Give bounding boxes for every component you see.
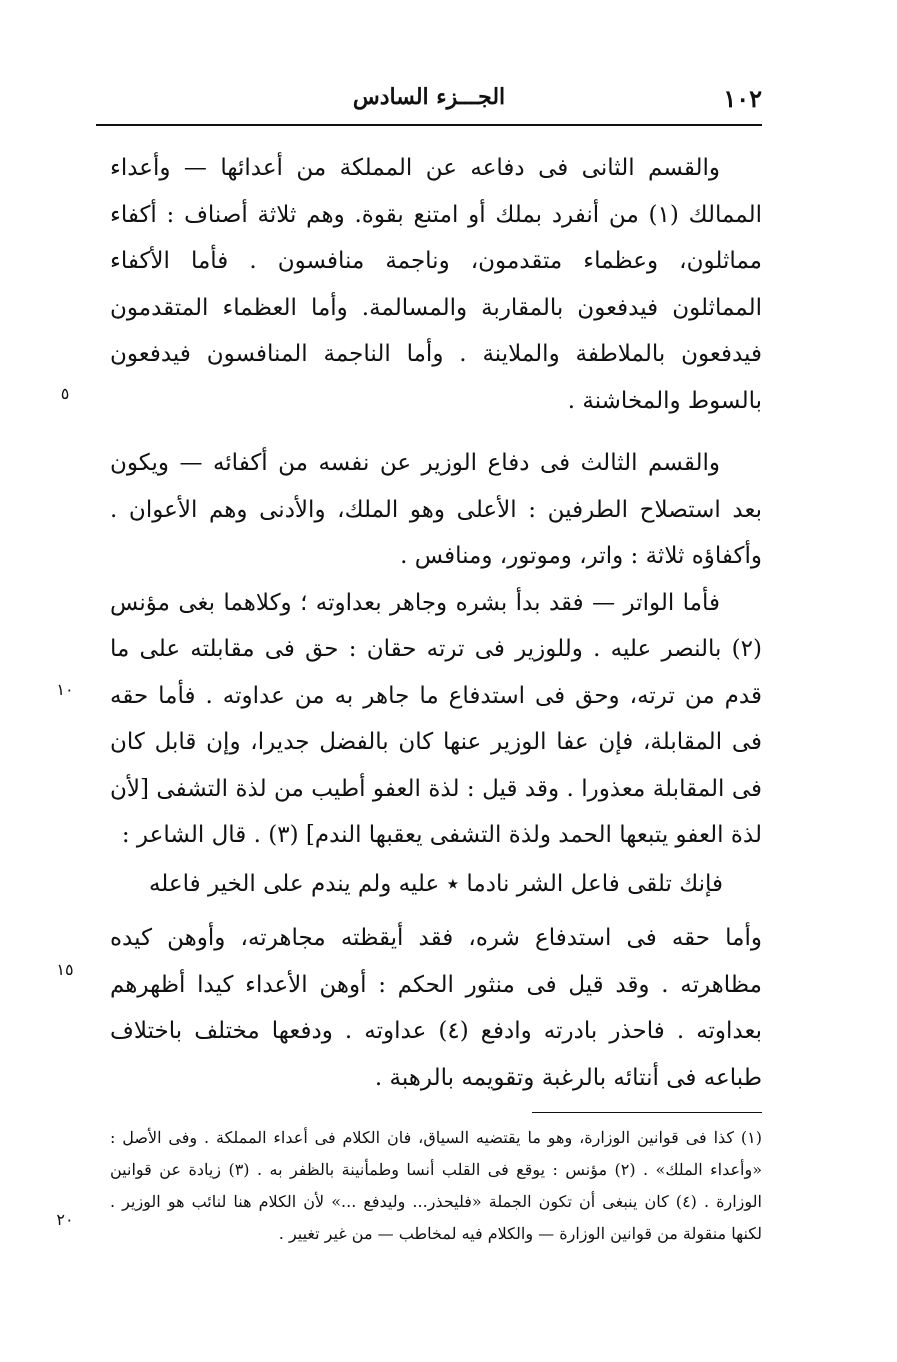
footnotes <box>110 1122 762 1250</box>
paragraph-section-three: والقسم الثالث فى دفاع الوزير عن نفسه من أكفائه — ويكون بعد استصلاح الطرفين : الأعلى وهو الملك، والأدنى وهم الأعوان . وأكفاؤه ثلاثة : واتر، وموتور، ومنافس . <box>110 450 762 569</box>
poetry-verse: فإنك تلقى فاعل الشر نادما ٭ عليه ولم يندم على الخير فاعله <box>148 870 724 897</box>
footnote-text: (١) كذا فى قوانين الوزارة، وهو ما يقتضيه السياق، فان الكلام فى أعداء المملكة . وفى الأصل : «وأعداء الملك» . (٢) مؤنس : يوقع فى القلب أنسا وطمأنينة بالظفر به . (٣) زيادة عن قوانين الوزارة . (٤) كان ينبغى أن تكون الجملة «فليحذر... وليدفع ...» لأن الكلام هنا لنائب هو الوزير . لكنها منقولة من قوانين الوزارة — والكلام فيه لمخاطب — من غير تغيير . <box>110 1128 763 1243</box>
line-number-10: ١٠ <box>56 680 74 699</box>
paragraph-section-two: والقسم الثانى فى دفاعه عن المملكة من أعدائها — وأعداء الممالك (١) من أنفرد بملك أو امتنع بقوة. وهم ثلاثة أصناف : أكفاء مماثلون، وعظماء متقدمون، وناجمة منافسون . فأما الأكفاء المماثلون فيدفعون بالمقاربة والمسالمة. وأما العظماء المتقدمون فيدفعون بالملاطفة والملاينة . وأما الناجمة المنافسون فيدفعون بالسوط والمخاشنة . <box>110 155 762 414</box>
line-number-20: ٢٠ <box>56 1210 74 1229</box>
page-number: ١٠٢ <box>723 84 762 113</box>
footnote-rule <box>532 1112 762 1113</box>
line-number-15: ١٥ <box>56 960 74 979</box>
paragraph-avenger: فأما الواتر — فقد بدأ بشره وجاهر بعداوته ؛ وكلاهما بغى مؤنس (٢) بالنصر عليه . وللوزير فى ترته حقان : حق فى مقابلته على ما قدم من ترته، وحق فى استدفاع ما جاهر به من عداوته . فأما حقه فى المقابلة، فإن عفا الوزير عنها كان بالفضل جديرا، وإن قابل كان فى المقابلة معذورا . وقد قيل : لذة العفو أطيب من لذة التشفى [لأن لذة العفو يتبعها الحمد ولذة التشفى يعقبها الندم] (٣) . قال الشاعر : <box>110 589 762 848</box>
paragraph-repelling-evil: وأما حقه فى استدفاع شره، فقد أيقظته مجاهرته، وأوهن كيده مظاهرته . وقد قيل فى منثور الحكم : أوهن الأعداء كيدا أظهرهم بعداوته . فاحذر بادرته وادفع (٤) عداوته . ودفعها مختلف باختلاف طباعه فى أنتائه بالرغبة وتقويمه بالرهبة . <box>110 925 762 1091</box>
running-head: الجـــزء السادس <box>352 84 506 110</box>
page-header <box>96 80 762 120</box>
body-text <box>110 145 762 1101</box>
line-number-5: ٥ <box>60 384 70 403</box>
header-rule <box>96 124 762 126</box>
